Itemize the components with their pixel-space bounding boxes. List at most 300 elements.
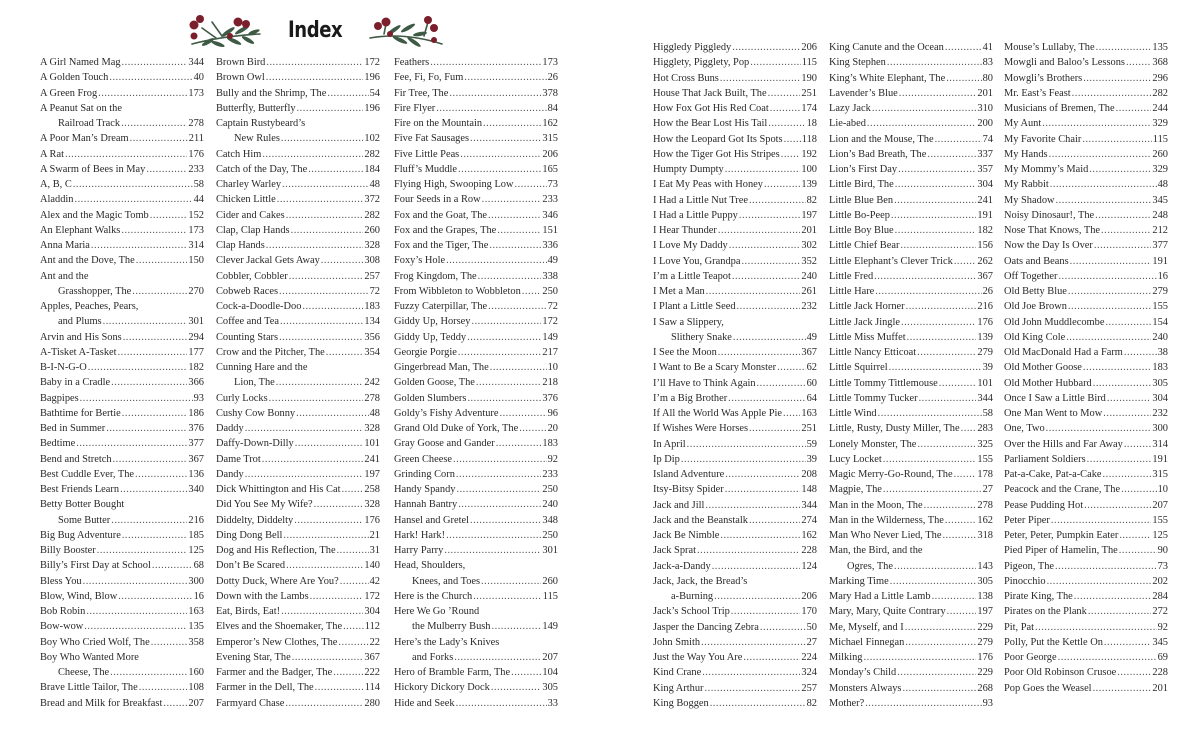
entry-page-number: 39 xyxy=(806,453,817,465)
entry-title: Billy Booster xyxy=(40,545,96,556)
index-entry xyxy=(829,223,993,238)
dot-leader xyxy=(146,162,187,177)
entry-title: A Rat xyxy=(40,148,64,160)
entry-title: Catch Him xyxy=(216,148,262,160)
index-entry xyxy=(40,589,204,604)
entry-title: Knees, and Toes xyxy=(412,575,481,587)
entry-page-number: 305 xyxy=(977,575,993,587)
index-entry xyxy=(1004,116,1168,131)
entry-title: Green Cheese xyxy=(394,453,452,465)
entry-page-number: 101 xyxy=(364,438,380,450)
index-entry xyxy=(40,436,204,451)
index-entry xyxy=(653,101,817,116)
index-entry xyxy=(394,192,558,207)
entry-title: Little Jack Horner xyxy=(829,301,905,313)
entry-page-number: 60 xyxy=(806,377,817,389)
entry-page-number: 345 xyxy=(1152,194,1168,206)
index-entry xyxy=(40,101,204,116)
index-entry xyxy=(394,482,558,497)
dot-leader xyxy=(932,589,977,604)
entry-title: Dame Trot xyxy=(216,453,261,465)
entry-page-number: 48 xyxy=(369,407,380,419)
dot-leader xyxy=(702,665,800,680)
entry-page-number: 93 xyxy=(193,392,204,404)
index-entry xyxy=(1004,101,1168,116)
entry-title: Mother? xyxy=(829,697,865,709)
dot-leader xyxy=(496,436,542,451)
dot-leader xyxy=(245,421,364,436)
dot-leader xyxy=(467,391,541,406)
index-entry xyxy=(216,360,380,375)
entry-page-number: 162 xyxy=(801,530,817,541)
index-entry xyxy=(829,604,993,619)
dot-leader xyxy=(901,315,976,330)
entry-title: Little Wind xyxy=(829,408,877,419)
entry-page-number: 26 xyxy=(547,72,558,84)
index-entry xyxy=(394,528,558,543)
entry-page-number: 173 xyxy=(542,57,558,68)
index-entry xyxy=(394,177,558,192)
entry-page-number: 216 xyxy=(188,514,204,526)
index-entry xyxy=(1004,55,1168,70)
index-entry xyxy=(40,208,204,223)
dot-leader xyxy=(326,345,364,360)
entry-page-number: 92 xyxy=(547,453,558,465)
entry-title: Me, Myself, and I xyxy=(829,621,904,633)
index-entry xyxy=(653,574,817,589)
dot-leader xyxy=(749,193,806,208)
dot-leader xyxy=(705,681,801,696)
dot-leader xyxy=(121,116,187,131)
index-entry xyxy=(653,421,817,436)
dot-leader xyxy=(470,131,541,146)
entry-title: Mouse’s Lullaby, The xyxy=(1004,42,1095,53)
dot-leader xyxy=(917,437,976,452)
index-entry xyxy=(394,208,558,223)
dot-leader xyxy=(757,376,806,391)
entry-page-number: 16 xyxy=(193,590,204,602)
entry-page-number: 155 xyxy=(977,453,993,465)
index-entry xyxy=(829,330,993,345)
entry-title: Five Fat Sausages xyxy=(394,133,470,145)
dot-leader xyxy=(279,330,363,345)
entry-title: Brave Little Tailor, The xyxy=(40,682,138,694)
dot-leader xyxy=(74,192,192,207)
entry-page-number: 325 xyxy=(977,438,993,450)
entry-page-number: 242 xyxy=(364,377,380,389)
entry-page-number: 304 xyxy=(1152,392,1168,404)
index-entry xyxy=(829,86,993,101)
entry-page-number: 206 xyxy=(801,591,817,602)
entry-title: Bully and the Shrimp, The xyxy=(216,87,327,99)
entry-title: Feathers xyxy=(394,57,430,68)
index-entry xyxy=(829,452,993,467)
index-entry xyxy=(653,437,817,452)
dot-leader xyxy=(939,376,977,391)
index-entry xyxy=(394,223,558,238)
entry-page-number: 268 xyxy=(977,682,993,694)
dot-leader xyxy=(729,238,801,253)
index-entry xyxy=(829,406,993,421)
dot-leader xyxy=(262,147,363,162)
entry-title: Lie-abed xyxy=(829,118,866,130)
dot-leader xyxy=(286,208,364,223)
entry-page-number: 257 xyxy=(801,682,817,694)
entry-title: Clever Jackal Gets Away xyxy=(216,255,320,267)
dot-leader xyxy=(333,665,363,680)
index-entry xyxy=(216,86,380,101)
entry-title: I Plant a Little Seed xyxy=(653,301,736,313)
entry-title: Jack’s School Trip xyxy=(653,606,730,618)
index-entry xyxy=(394,543,558,558)
entry-title: Old King Cole xyxy=(1004,331,1066,343)
entry-page-number: 240 xyxy=(1152,331,1168,343)
index-entry xyxy=(394,680,558,695)
entry-page-number: 344 xyxy=(188,57,204,68)
entry-title: Ant and the xyxy=(40,270,89,282)
index-entry xyxy=(394,635,558,650)
index-entry xyxy=(829,543,993,558)
entry-title: Jack, Jack, the Bread’s xyxy=(653,575,748,587)
dot-leader xyxy=(473,589,542,604)
dot-leader xyxy=(1103,467,1152,482)
dot-leader xyxy=(460,147,541,162)
entry-page-number: 206 xyxy=(542,148,558,160)
entry-page-number: 82 xyxy=(806,697,817,709)
index-entry xyxy=(216,436,380,451)
entry-title: Giddy Up, Teddy xyxy=(394,331,467,343)
index-entry xyxy=(653,513,817,528)
index-entry xyxy=(829,147,993,162)
index-entry xyxy=(216,345,380,360)
entry-page-number: 377 xyxy=(188,438,204,450)
entry-page-number: 257 xyxy=(364,270,380,282)
entry-title: I Love My Daddy xyxy=(653,240,728,252)
index-entry xyxy=(829,360,993,375)
dot-leader xyxy=(130,131,188,146)
index-entry xyxy=(394,253,558,268)
entry-title: Off Together xyxy=(1004,270,1058,282)
entry-title: In April xyxy=(653,438,686,450)
index-entry xyxy=(1004,681,1168,696)
entry-title: Golden Slumbers xyxy=(394,392,467,404)
entry-page-number: 68 xyxy=(193,560,204,572)
entry-page-number: 240 xyxy=(801,270,817,282)
entry-title: Kind Crane xyxy=(653,667,702,679)
entry-page-number: 318 xyxy=(977,530,993,541)
dot-leader xyxy=(1103,406,1151,421)
index-entry xyxy=(216,696,380,711)
dot-leader xyxy=(1087,452,1152,467)
entry-page-number: 258 xyxy=(364,484,380,495)
dot-leader xyxy=(783,406,800,421)
dot-leader xyxy=(1101,223,1151,238)
entry-page-number: 10 xyxy=(1157,484,1168,496)
dot-leader xyxy=(458,162,541,177)
index-entry xyxy=(1004,543,1168,558)
entry-page-number: 376 xyxy=(542,392,558,404)
entry-title: Bow-wow xyxy=(40,621,84,633)
entry-title: the Mulberry Bush xyxy=(412,621,491,633)
entry-title: King Stephen xyxy=(829,57,886,69)
entry-page-number: 64 xyxy=(806,392,817,404)
index-entry xyxy=(40,70,204,85)
entry-title: Bread and Milk for Breakfast xyxy=(40,697,163,709)
entry-page-number: 344 xyxy=(977,392,993,404)
dot-leader xyxy=(720,71,801,86)
entry-title: Fire on the Mountain xyxy=(394,118,483,129)
entry-page-number: 48 xyxy=(369,179,380,190)
index-entry xyxy=(829,528,993,543)
index-entry xyxy=(40,497,204,512)
dot-leader xyxy=(492,619,542,634)
entry-page-number: 22 xyxy=(369,636,380,648)
entry-title: Counting Stars xyxy=(216,331,279,343)
entry-title: Don’t Be Scared xyxy=(216,560,286,572)
dot-leader xyxy=(1088,604,1152,619)
index-entry xyxy=(653,665,817,680)
dot-leader xyxy=(262,452,364,467)
dot-leader xyxy=(1047,574,1152,589)
entry-page-number: 162 xyxy=(542,118,558,129)
entry-page-number: 202 xyxy=(1152,575,1168,587)
index-entry xyxy=(40,680,204,695)
entry-title: Little Boy Blue xyxy=(829,225,894,236)
entry-title: Little Nancy Etticoat xyxy=(829,347,917,358)
entry-page-number: 155 xyxy=(1152,301,1168,313)
entry-title: A Girl Named Mag xyxy=(40,57,121,68)
entry-page-number: 172 xyxy=(364,57,380,68)
index-entry xyxy=(1004,620,1168,635)
entry-title: Down with the Lambs xyxy=(216,590,309,602)
entry-page-number: 279 xyxy=(977,347,993,358)
entry-title: Farmyard Chase xyxy=(216,697,285,709)
index-entry xyxy=(653,223,817,238)
dot-leader xyxy=(296,406,369,421)
index-entry xyxy=(829,376,993,391)
dot-leader xyxy=(1094,238,1152,253)
index-entry xyxy=(394,650,558,665)
entry-page-number: 149 xyxy=(542,621,558,633)
entry-title: Cushy Cow Bonny xyxy=(216,407,296,419)
index-entry xyxy=(829,574,993,589)
index-entry xyxy=(829,40,993,55)
entry-page-number: 18 xyxy=(806,118,817,130)
entry-page-number: 177 xyxy=(188,346,204,358)
dot-leader xyxy=(1121,482,1157,497)
dot-leader xyxy=(1107,391,1152,406)
dot-leader xyxy=(88,360,188,375)
index-entry xyxy=(829,315,993,330)
entry-title: Old MacDonald Had a Farm xyxy=(1004,347,1123,358)
entry-page-number: 58 xyxy=(193,179,204,190)
entry-title: Old Joe Brown xyxy=(1004,301,1067,313)
dot-leader xyxy=(701,635,806,650)
dot-leader xyxy=(731,604,801,619)
index-entry xyxy=(216,497,380,512)
index-entry xyxy=(653,162,817,177)
entry-title: Bob Robin xyxy=(40,606,86,617)
index-entry xyxy=(829,589,993,604)
dot-leader xyxy=(338,635,368,650)
dot-leader xyxy=(714,589,800,604)
dot-leader xyxy=(84,619,187,634)
entry-page-number: 138 xyxy=(977,591,993,602)
entry-title: Flying High, Swooping Low xyxy=(394,179,514,190)
entry-title: Hot Cross Buns xyxy=(653,72,719,84)
entry-title: Curly Locks xyxy=(216,392,268,404)
entry-title: Little Fred xyxy=(829,270,874,282)
index-entry xyxy=(653,345,817,360)
index-entry xyxy=(653,604,817,619)
entry-title: Fee, Fi, Fo, Fum xyxy=(394,72,464,84)
entry-title: Evening Star, The xyxy=(216,651,291,663)
entry-title: Dotty Duck, Where Are You? xyxy=(216,575,339,587)
entry-title: Pat-a-Cake, Pat-a-Cake xyxy=(1004,469,1102,480)
index-entry xyxy=(1004,238,1168,253)
entry-page-number: 163 xyxy=(188,606,204,617)
entry-page-number: 115 xyxy=(542,590,558,602)
berry-sprig-right-icon xyxy=(364,10,448,50)
right-page xyxy=(601,0,1202,747)
entry-page-number: 44 xyxy=(193,194,204,206)
entry-page-number: 272 xyxy=(1152,606,1168,618)
entry-title: Dog and His Reflection, The xyxy=(216,545,336,556)
entry-title: My Hands xyxy=(1004,148,1048,160)
dot-leader xyxy=(1119,528,1151,543)
dot-leader xyxy=(895,177,977,192)
dot-leader xyxy=(687,437,806,452)
dot-leader xyxy=(732,40,800,55)
entry-page-number: 183 xyxy=(542,438,558,450)
entry-title: Peter Piper xyxy=(1004,514,1050,526)
index-entry xyxy=(1004,330,1168,345)
dot-leader xyxy=(919,391,977,406)
entry-title: Man Who Never Lied, The xyxy=(829,530,942,541)
index-entry xyxy=(1004,254,1168,269)
entry-title: From Wibbleton to Wobbleton xyxy=(394,285,521,297)
entry-page-number: 72 xyxy=(547,301,558,312)
entry-title: Island Adventure xyxy=(653,469,725,480)
index-entry xyxy=(653,55,817,70)
dot-leader xyxy=(446,253,547,268)
entry-page-number: 176 xyxy=(364,514,380,526)
entry-page-number: 282 xyxy=(364,209,380,221)
entry-page-number: 260 xyxy=(542,575,558,587)
entry-title: A Golden Touch xyxy=(40,72,109,84)
entry-title: New Rules xyxy=(234,133,280,145)
entry-page-number: 69 xyxy=(1157,652,1168,663)
entry-page-number: 211 xyxy=(188,133,204,145)
entry-page-number: 324 xyxy=(801,667,817,679)
entry-title: Little Miss Muffet xyxy=(829,331,906,343)
index-entry xyxy=(829,391,993,406)
index-entry xyxy=(216,589,380,604)
entry-title: Giddy Up, Horsey xyxy=(394,316,471,328)
index-entry xyxy=(1004,665,1168,680)
index-entry xyxy=(40,696,204,711)
index-entry xyxy=(1004,299,1168,314)
entry-page-number: 366 xyxy=(188,377,204,389)
dot-leader xyxy=(97,543,188,558)
dot-leader xyxy=(281,131,364,146)
index-entry xyxy=(216,574,380,589)
entry-page-number: 59 xyxy=(806,438,817,450)
dot-leader xyxy=(121,223,187,238)
index-entry xyxy=(1004,132,1168,147)
entry-page-number: 170 xyxy=(801,606,817,618)
entry-page-number: 328 xyxy=(364,423,380,434)
index-entry xyxy=(829,498,993,513)
dot-leader xyxy=(73,177,193,192)
index-entry xyxy=(40,223,204,238)
dot-leader xyxy=(152,558,193,573)
dot-leader xyxy=(289,269,364,284)
entry-page-number: 74 xyxy=(982,133,993,145)
entry-page-number: 251 xyxy=(801,423,817,435)
index-entry xyxy=(216,558,380,573)
dot-leader xyxy=(899,86,977,101)
entry-title: Jack-a-Dandy xyxy=(653,560,711,572)
entry-page-number: 136 xyxy=(188,468,204,480)
entry-page-number: 233 xyxy=(542,194,558,206)
index-entry xyxy=(1004,604,1168,619)
dot-leader xyxy=(109,70,192,85)
index-entry xyxy=(216,284,380,299)
dot-leader xyxy=(464,70,546,85)
entry-title: Peacock and the Crane, The xyxy=(1004,484,1121,496)
entry-title: Cunning Hare and the xyxy=(216,362,308,373)
index-entry xyxy=(40,635,204,650)
index-entry xyxy=(1004,513,1168,528)
entry-page-number: 149 xyxy=(542,331,558,343)
entry-title: Big Bug Adventure xyxy=(40,529,121,541)
dot-leader xyxy=(1068,299,1151,314)
index-entry xyxy=(394,558,558,573)
entry-page-number: 345 xyxy=(1152,636,1168,648)
dot-leader xyxy=(720,528,800,543)
dot-leader xyxy=(770,101,801,116)
entry-page-number: 354 xyxy=(364,346,380,358)
dot-leader xyxy=(902,681,976,696)
entry-title: Magpie, The xyxy=(829,484,882,496)
index-entry xyxy=(394,619,558,634)
index-column-6 xyxy=(1004,40,1168,696)
dot-leader xyxy=(118,589,192,604)
index-entry xyxy=(1004,284,1168,299)
dot-leader xyxy=(749,513,800,528)
index-entry xyxy=(1004,40,1168,55)
entry-title: Fox and the Goat, The xyxy=(394,209,488,221)
dot-leader xyxy=(488,208,541,223)
index-entry xyxy=(40,665,204,680)
index-entry xyxy=(1004,86,1168,101)
index-entry xyxy=(1004,208,1168,223)
entry-page-number: 270 xyxy=(188,285,204,297)
entry-title: Brown Owl xyxy=(216,72,265,84)
index-entry xyxy=(829,421,993,436)
entry-title: Musicians of Bremen, The xyxy=(1004,103,1115,114)
entry-page-number: 41 xyxy=(982,42,993,53)
index-entry xyxy=(40,482,204,497)
entry-title: Little Hare xyxy=(829,286,875,297)
entry-title: Milking xyxy=(829,652,863,663)
index-entry xyxy=(216,314,380,329)
entry-title: John Smith xyxy=(653,636,701,648)
index-entry xyxy=(394,604,558,619)
entry-page-number: 196 xyxy=(364,102,380,114)
index-entry xyxy=(829,467,993,482)
